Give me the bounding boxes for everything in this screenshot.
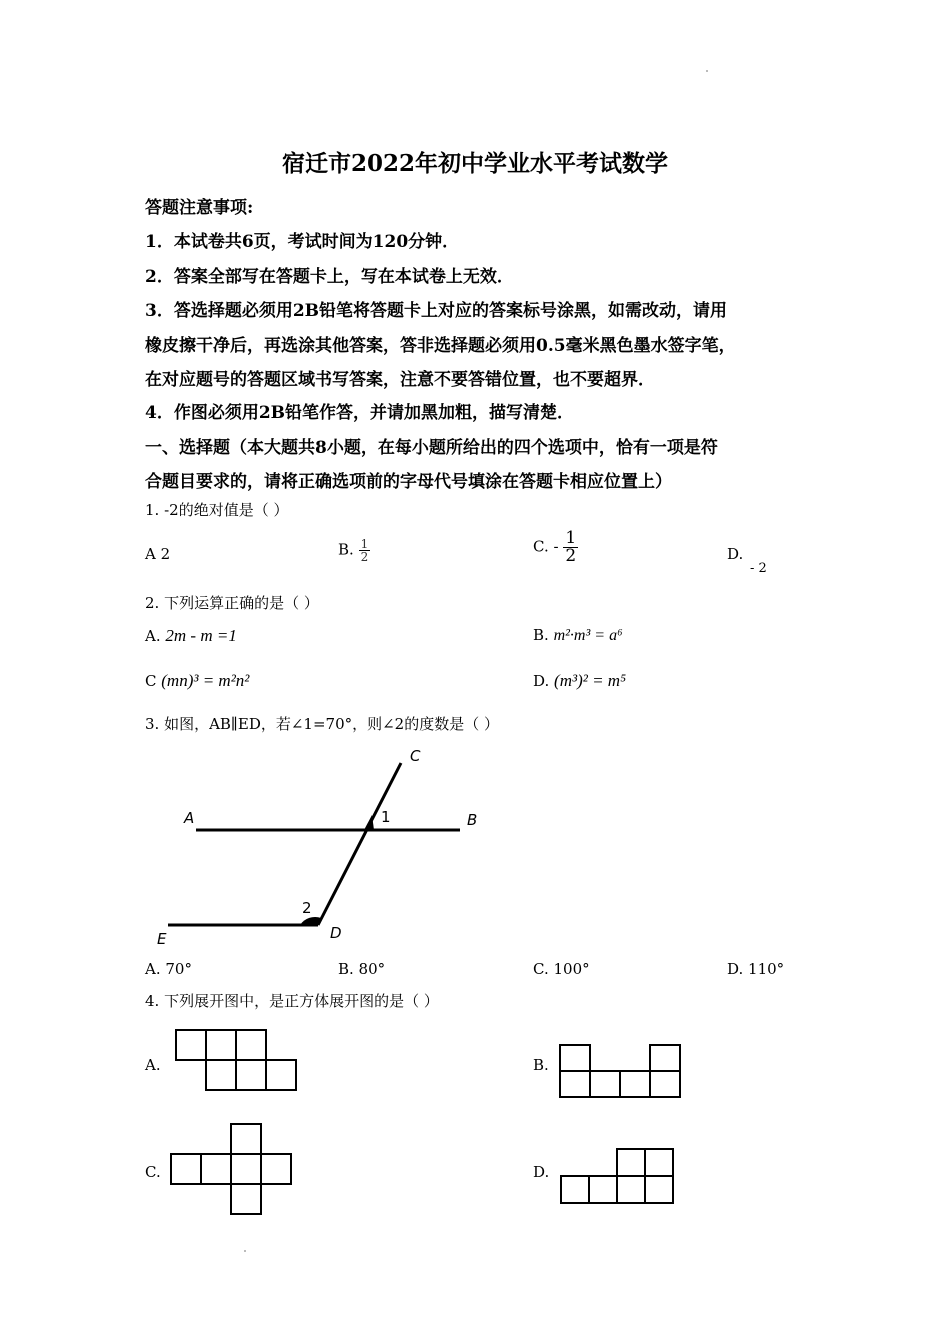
q3-option-a: A. 70°: [145, 960, 192, 978]
q1-option-d-label: D.: [727, 545, 744, 563]
q3-option-b: B. 80°: [338, 960, 386, 978]
q3-stem: 3. 如图，AB∥ED，若∠1=70°，则∠2的度数是（ ）: [145, 715, 499, 733]
point-d-label: D: [330, 924, 342, 942]
notice-item-3-cont2: 在对应题号的答题区域书写答案，注意不要答错位置，也不要超界．: [145, 370, 655, 390]
point-b-label: B: [467, 811, 478, 829]
q2-option-d-label: D.: [533, 672, 550, 690]
q1-option-b-numerator: 1: [360, 537, 369, 551]
net-d-square: [561, 1176, 589, 1203]
q2-option-d-expression: (m³)² = m⁵: [554, 671, 626, 690]
net-d-square: [645, 1149, 673, 1176]
notice-item-1: 1．本试卷共6页，考试时间为120分钟．: [145, 232, 460, 252]
q1-option-c-numerator: 1: [565, 528, 577, 548]
q4-option-b-label: B.: [533, 1056, 549, 1074]
q4-option-a-label: A.: [145, 1056, 161, 1074]
q4-stem: 4. 下列展开图中，是正方体展开图的是（ ）: [145, 992, 439, 1010]
net-d-square: [645, 1176, 673, 1203]
notice-heading: 答题注意事项:: [145, 198, 254, 218]
q3-option-d: D. 110°: [727, 960, 785, 978]
page-title: 宿迁市2022年初中学业水平考试数学: [281, 150, 668, 177]
q1-option-c-denominator: 2: [565, 546, 577, 566]
q4-option-d-label: D.: [533, 1163, 550, 1181]
net-d-square: [617, 1176, 645, 1203]
net-d-square: [617, 1149, 645, 1176]
scan-speck: [244, 1250, 246, 1252]
section-heading-cont: 合题目要求的，请将正确选项前的字母代号填涂在答题卡相应位置上）: [145, 472, 672, 492]
q2-option-b-expression: m²·m³ = a⁶: [553, 627, 623, 644]
q2-option-b-label: B.: [533, 626, 549, 644]
notice-item-4: 4．作图必须用2B铅笔作答，并请加黑加粗，描写清楚．: [145, 403, 575, 423]
q3-option-c: C. 100°: [533, 960, 590, 978]
q2-option-a-label: A.: [145, 627, 161, 645]
q2-stem: 2. 下列运算正确的是（ ）: [145, 594, 319, 612]
angle-2-label: 2: [302, 899, 312, 917]
scan-speck: [706, 70, 708, 72]
point-a-label: A: [184, 809, 195, 827]
notice-item-3-cont: 橡皮擦干净后，再选涂其他答案，答非选择题必须用0.5毫米黑色墨水签字笔，: [145, 336, 736, 356]
q1-stem: 1. -2的绝对值是（ ）: [145, 501, 289, 519]
point-e-label: E: [157, 930, 167, 948]
section-heading: 一、选择题（本大题共8小题，在每小题所给出的四个选项中，恰有一项是符: [145, 438, 718, 458]
angle-1-label: 1: [381, 808, 391, 826]
notice-item-3: 3．答选择题必须用2B铅笔将答题卡上对应的答案标号涂黑，如需改动，请用: [145, 301, 728, 321]
q2-option-c-expression: (mn)³ = m²n²: [161, 671, 250, 690]
q1-option-a: A 2: [145, 545, 171, 563]
point-c-label: C: [410, 747, 421, 765]
notice-item-2: 2．答案全部写在答题卡上，写在本试卷上无效．: [145, 267, 514, 287]
q2-option-c-label: C: [145, 672, 157, 690]
q1-option-c-label: C. -: [533, 537, 559, 556]
q1-option-b-denominator: 2: [360, 550, 369, 564]
net-d-square: [589, 1176, 617, 1203]
q1-option-d-value: - 2: [750, 561, 767, 576]
q4-option-c-label: C.: [145, 1163, 161, 1181]
q2-option-a-expression: 2m - m =1: [165, 626, 237, 645]
q1-option-b-label: B.: [338, 540, 354, 559]
